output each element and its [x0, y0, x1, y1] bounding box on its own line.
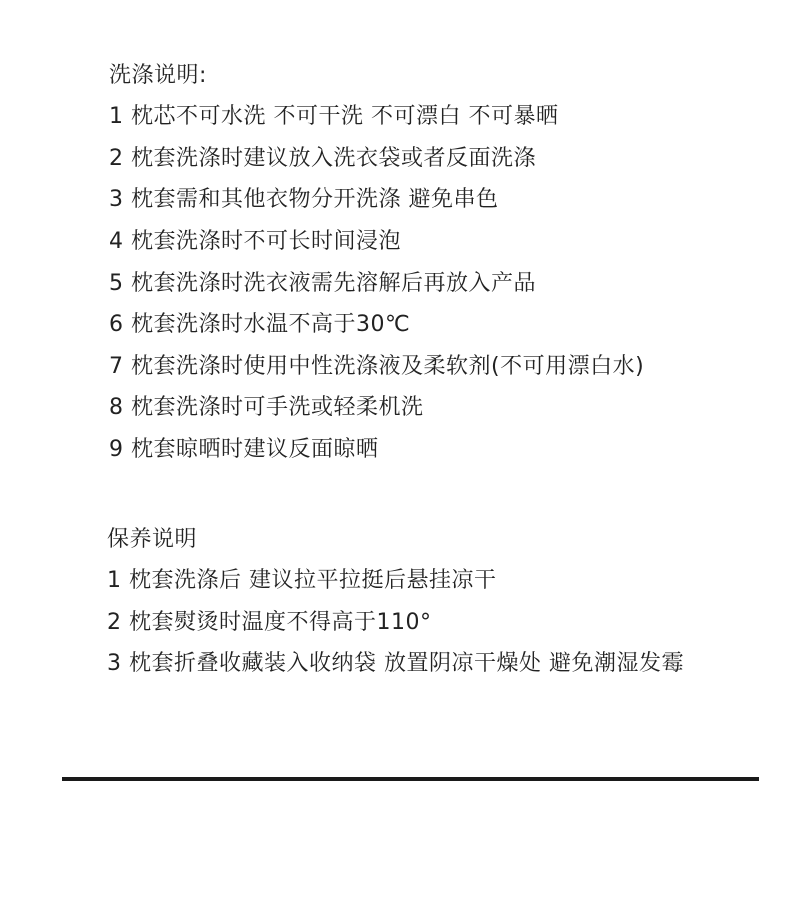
- washing-item: 5 枕套洗涤时洗衣液需先溶解后再放入产品: [109, 271, 536, 296]
- washing-item: 2 枕套洗涤时建议放入洗衣袋或者反面洗涤: [109, 146, 536, 171]
- washing-item: 3 枕套需和其他衣物分开洗涤 避免串色: [109, 187, 499, 212]
- washing-item: 7 枕套洗涤时使用中性洗涤液及柔软剂(不可用漂白水): [109, 354, 645, 379]
- washing-title: 洗涤说明:: [109, 63, 207, 88]
- washing-item: 1 枕芯不可水洗 不可干洗 不可漂白 不可暴晒: [109, 104, 559, 129]
- care-title: 保养说明: [107, 527, 198, 552]
- washing-item: 8 枕套洗涤时可手洗或轻柔机洗: [109, 395, 424, 420]
- care-item: 3 枕套折叠收藏装入收纳袋 放置阴凉干燥处 避免潮湿发霉: [107, 651, 684, 676]
- care-item: 1 枕套洗涤后 建议拉平拉挺后悬挂凉干: [107, 568, 497, 593]
- washing-item: 4 枕套洗涤时不可长时间浸泡: [109, 229, 401, 254]
- washing-item: 6 枕套洗涤时水温不高于30℃: [109, 312, 411, 337]
- washing-item: 9 枕套晾晒时建议反面晾晒: [109, 437, 379, 462]
- section-divider: [62, 777, 759, 781]
- care-item: 2 枕套熨烫时温度不得高于110°: [107, 610, 432, 635]
